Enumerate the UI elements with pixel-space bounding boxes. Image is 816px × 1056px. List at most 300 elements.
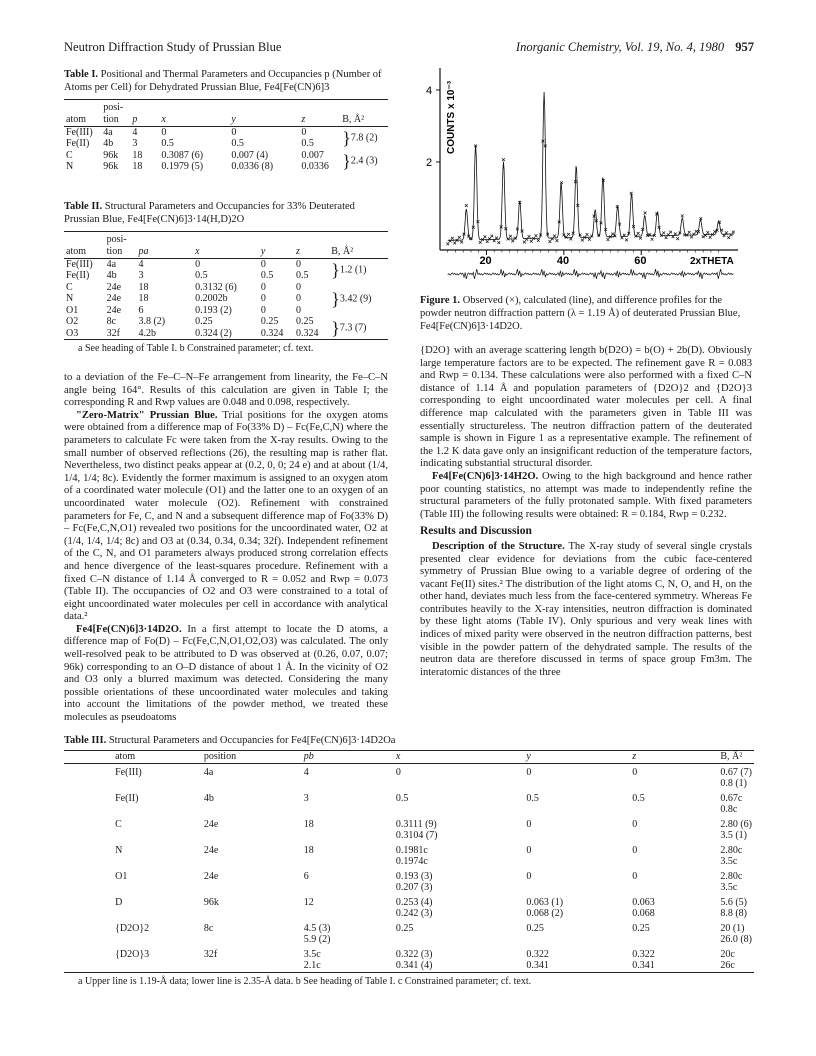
table-cell: 0.5 <box>161 138 174 149</box>
table-cell: 4.5 (3) <box>303 922 331 934</box>
paragraph <box>64 624 388 725</box>
observed-point <box>676 237 679 240</box>
b-value: 3.42 (9) <box>339 293 372 305</box>
table-row <box>64 842 754 857</box>
observed-point <box>690 236 693 239</box>
position-cell: 8c <box>203 922 214 934</box>
observed-point <box>688 231 691 234</box>
table-cell: 0.5 <box>301 138 314 149</box>
position-cell: 24e <box>203 870 219 882</box>
table-cell: 0.67 (7) <box>720 766 752 778</box>
brace-glyph: } <box>342 151 351 171</box>
figure-1-caption-text: Observed (×), calculated (line), and difference profiles for the powder neutron diffraction pattern (λ = 1.19 Å) of deuterated Prussian Blue, Fe4[Fe(CN)6]3·14D2O. <box>420 295 741 332</box>
observed-point <box>446 242 449 245</box>
table-cell: 0.007 <box>301 149 324 161</box>
table-row <box>64 908 754 920</box>
x-tick-label: 40 <box>556 255 570 267</box>
table-cell: 24e <box>106 281 122 293</box>
y-axis-label: COUNTS x 10⁻³ <box>446 80 457 154</box>
table-2-header: atom <box>66 246 86 257</box>
atom-cell <box>113 856 202 868</box>
table-cell: 4 <box>138 258 144 270</box>
table-row <box>64 778 754 790</box>
paragraph-text: Owing to the high background and hence rather poor counting statistics, no attempt was made to independently refine the structural parameters of the fully protonated sample. With fixed parameters (Table III) the following results were obtained: R = 0.184, Rwp = 0.232. <box>420 470 752 520</box>
observed-point <box>709 236 712 239</box>
table-1-header: B, Å² <box>342 114 365 125</box>
table-3-caption <box>64 734 754 747</box>
brace-glyph: } <box>342 128 351 148</box>
table-cell: 0.25 <box>195 316 213 327</box>
y-tick-label: 4 <box>426 85 433 97</box>
table-cell <box>302 882 394 894</box>
paragraph-text: In a first attempt to locate the D atoms, a difference map of Fo(D) – Fc(Fe,C,N,O1,O2,O3) was calculated. The only well-resolved peak to be attributed to D was observed at (0.26, 0.07, 0.07; 96k) corresponding to an O–D distance of about 1 Å. In the vicinity of O2 and O3 only a blurred maximum was detected. Considering the many possible orientations of these uncoordinated water molecules and taking into account the limitations of the powder method, we treated these molecules as pseudoatoms <box>64 623 388 724</box>
table-3-body <box>64 763 754 972</box>
table-cell: 0.25 <box>296 316 314 327</box>
table-1-header: x <box>161 114 166 125</box>
brace-glyph: } <box>331 288 340 309</box>
table-cell: 8c <box>106 316 117 327</box>
table-cell: 3 <box>132 138 138 149</box>
figure-1-caption <box>420 294 752 333</box>
table-cell: 0.341 <box>632 960 655 971</box>
table-cell: 0.1974c <box>395 856 428 867</box>
table-2-header: pa <box>138 246 149 257</box>
x-tick-label: 60 <box>634 255 647 267</box>
table-cell: 18 <box>303 844 314 856</box>
table-3-header: z <box>632 751 637 762</box>
table-cell: 0.068 (2) <box>526 908 564 919</box>
table-cell <box>524 934 630 946</box>
table-3-label: Table III. <box>64 735 107 746</box>
observed-point <box>644 212 647 215</box>
observed-point <box>727 236 730 239</box>
observed-point <box>669 231 672 234</box>
table-2-caption <box>64 200 388 226</box>
table-cell: 18 <box>132 149 143 161</box>
table-cell <box>302 804 394 816</box>
table-row <box>64 882 754 894</box>
observed-point <box>732 231 735 234</box>
calculated-profile-line <box>448 92 734 240</box>
table-cell: 26c <box>720 960 735 971</box>
table-cell: 0.25 <box>526 922 544 934</box>
table-cell: 0.193 (3) <box>395 870 433 882</box>
observed-point <box>458 236 461 239</box>
table-cell: 18 <box>132 161 143 172</box>
table-row <box>64 946 754 961</box>
table-cell: 0.25 <box>260 316 279 327</box>
table-cell: 0.341 <box>526 960 549 971</box>
journal-citation: Inorganic Chemistry, Vol. 19, No. 4, 1980 <box>515 40 725 54</box>
table-cell: 0 <box>526 818 532 830</box>
atom-cell <box>113 778 202 790</box>
table-cell: 4a <box>106 258 117 270</box>
table-cell: 3.5 (1) <box>720 830 747 841</box>
table-cell: 0.068 <box>632 908 655 919</box>
table-cell: 0.67c <box>720 792 743 804</box>
table-cell: 0.324 (2) <box>195 327 232 339</box>
table-cell: 0.324 <box>260 327 284 339</box>
table-cell: 0 <box>161 126 167 138</box>
table-cell: O1 <box>66 304 79 316</box>
atom-cell: O1 <box>115 870 128 882</box>
table-cell: 0 <box>395 766 401 778</box>
position-cell: 24e <box>203 844 219 856</box>
table-row <box>64 161 388 173</box>
table-2-header: posi- tion <box>106 234 127 257</box>
table-cell: 0 <box>632 818 638 830</box>
left-column-text <box>64 372 388 725</box>
table-cell: 0.063 (1) <box>526 896 564 908</box>
table-cell: 18 <box>303 818 314 830</box>
observed-point <box>639 237 642 240</box>
table-3-header: position <box>203 751 237 762</box>
observed-point <box>581 239 584 242</box>
table-cell: 0 <box>260 304 266 316</box>
atom-cell <box>113 804 202 816</box>
paragraph-text: Trial positions for the oxygen atoms were obtained from a difference map of Fo(33% D) – Fc(Fe,C,N) where the parameters to calculate Fc were taken from the X-ray results. Owing to the small number of observed reflections (26), the resulting map is rather flat. Nevertheless, two distinct peaks appear at (0.2, 0, 0; 24 e) and at about (1/4, 1/4, 1/4; 8c). Evidently the former maximum is assigned to an oxygen atom of a coordinated water molecule (O1) and the latter one to an oxygen of an uncoordinated water molecule (O2). Refinement with constrained parameters for Fe, C, and N and a subsequent difference map of Fo(33% D) – Fc(Fe,C,N,O1) revealed two positions for the uncoordinated water, O2 at (1/4, 1/4, 1/4; 8c) and O3 at (0.34, 0.34, 0.34; 32f). Independent refinement of the C, N, and O1 parameters always produced strong correlation effects and hence divergence of the least-squares procedure. Refinement with a fixed C–N distance of 1.14 Å converged to R = 0.052 and Rwp = 0.073 (Table II). The occupancies of O2 and O3 were constrained to a total of eight uncoordinated water molecules per cell in accordance with analytical data.² <box>64 409 388 623</box>
table-cell <box>394 804 525 816</box>
table-cell: 0.207 (3) <box>395 882 433 893</box>
observed-point <box>451 237 454 240</box>
b-value: 1.2 (1) <box>339 264 367 276</box>
table-cell: 4.2b <box>138 327 156 339</box>
table-2-caption-text: Structural Parameters and Occupancies for 33% Deuterated Prussian Blue, Fe4[Fe(CN)6]3·14(H,D)2O <box>64 201 355 225</box>
table-cell: 0 <box>296 304 302 316</box>
atom-cell: C <box>115 818 122 830</box>
table-1-grid <box>64 99 388 173</box>
table-cell: 0.8c <box>720 804 738 815</box>
b-value-cell <box>329 282 388 317</box>
table-cell: 0 <box>526 766 532 778</box>
observed-point <box>509 235 512 238</box>
table-2-header: z <box>296 246 300 257</box>
running-header-title: Neutron Diffraction Study of Prussian Blue <box>64 40 282 54</box>
position-cell <box>202 830 302 842</box>
table-cell: 0.322 <box>526 948 549 960</box>
page-number: 957 <box>735 40 754 54</box>
atom-cell: {D2O}3 <box>115 948 150 960</box>
atom-cell <box>113 830 202 842</box>
table-row <box>64 138 388 150</box>
table-1-header: p <box>132 114 138 125</box>
table-row <box>64 804 754 816</box>
table-cell: 3.5c <box>720 856 738 867</box>
table-cell: 4 <box>303 766 309 778</box>
observed-point <box>486 240 489 243</box>
table-cell: 4b <box>106 270 117 281</box>
table-1-body <box>64 126 388 173</box>
run-in-heading: Fe4[Fe(CN)6]3·14D2O. <box>76 623 182 635</box>
table-3-header: B, Å² <box>720 751 743 762</box>
table-cell: 96k <box>103 149 119 161</box>
b-value: 2.4 (3) <box>350 155 378 167</box>
table-cell: 0.2002b <box>195 293 228 304</box>
table-cell: 2.80c <box>720 870 743 882</box>
table-cell <box>524 882 630 894</box>
table-cell: 0.3132 (6) <box>195 281 237 293</box>
atom-cell <box>113 934 202 946</box>
table-row <box>64 282 388 294</box>
observed-point <box>479 241 482 244</box>
table-cell: 0 <box>301 126 307 138</box>
table-cell: 4b <box>103 138 114 149</box>
brace-glyph: } <box>331 317 340 338</box>
b-value-cell <box>329 316 388 340</box>
table-row <box>64 816 754 831</box>
observed-point <box>511 240 514 243</box>
right-column-text <box>420 345 752 679</box>
table-cell: 0.324 <box>296 327 319 339</box>
table-cell: 0.341 (4) <box>395 960 433 971</box>
observed-point <box>549 240 552 243</box>
table-cell <box>630 804 718 816</box>
table-cell: 3.8 (2) <box>138 316 166 327</box>
observed-point <box>528 235 531 238</box>
table-row <box>64 920 754 935</box>
table-cell: 24e <box>106 304 122 316</box>
table-cell: 0.8 (1) <box>720 778 747 789</box>
b-value-cell <box>329 258 388 282</box>
table-3-header: x <box>395 751 401 762</box>
table-cell: 32f <box>106 327 120 339</box>
running-header-journal <box>516 40 754 55</box>
table-cell: 18 <box>138 281 149 293</box>
table-cell: 24e <box>106 293 122 304</box>
brace-glyph: } <box>331 260 340 280</box>
table-cell <box>394 934 525 946</box>
table-cell <box>630 778 718 790</box>
table-cell: C <box>66 149 73 161</box>
table-row <box>64 856 754 868</box>
table-cell: 0.007 (4) <box>231 149 269 161</box>
observed-point <box>483 235 486 238</box>
position-cell <box>202 960 302 972</box>
observed-point <box>588 238 591 241</box>
table-cell <box>630 856 718 868</box>
table-3-header: pb <box>303 751 314 762</box>
table-cell <box>524 778 630 790</box>
table-cell: 0 <box>296 293 302 304</box>
table-1-caption-text: Positional and Thermal Parameters and Occupancies p (Number of Atoms per Cell) for Dehydrated Prussian Blue, Fe4[Fe(CN)6]3 <box>64 69 382 93</box>
table-cell: 26.0 (8) <box>720 934 752 945</box>
table-cell: 3 <box>303 792 309 804</box>
table-cell: 0 <box>195 258 201 270</box>
table-cell: 0.25 <box>395 922 414 934</box>
position-cell <box>202 804 302 816</box>
table-cell: 0.5 <box>526 792 539 804</box>
table-2-header: y <box>260 246 266 257</box>
table-cell: Fe(III) <box>66 258 93 270</box>
table-cell: 0.3087 (6) <box>161 149 204 161</box>
table-cell: 3.5c <box>720 882 738 893</box>
b-value: 7.8 (2) <box>350 132 378 144</box>
table-cell: 0.253 (4) <box>395 896 433 908</box>
table-cell: 0 <box>296 258 302 270</box>
run-in-heading: Fe4[Fe(CN)6]3·14H2O. <box>432 470 539 482</box>
table-cell: 0.0336 (8) <box>231 161 274 172</box>
table-3-header: y <box>526 751 531 762</box>
table-3 <box>64 734 754 987</box>
table-cell: 0.5 <box>395 792 409 804</box>
table-cell: Fe(II) <box>66 270 90 281</box>
table-cell: Fe(III) <box>66 126 93 138</box>
observed-point <box>586 233 589 236</box>
diffraction-plot <box>420 62 752 290</box>
table-cell: 0.1981c <box>395 844 428 856</box>
table-cell: C <box>66 281 73 293</box>
table-cell: 0.5 <box>632 792 645 804</box>
table-cell: 0.3111 (9) <box>395 818 437 830</box>
table-row <box>64 960 754 972</box>
atom-cell: Fe(II) <box>115 792 139 804</box>
position-cell: 32f <box>203 948 218 960</box>
table-cell: 20c <box>720 948 735 960</box>
table-cell <box>524 856 630 868</box>
table-cell: 0 <box>526 844 532 856</box>
table-cell: 0.0336 <box>301 161 329 172</box>
table-row <box>64 126 388 138</box>
table-1-caption <box>64 68 388 94</box>
table-2-grid <box>64 231 388 340</box>
x-axis-label: 2xTHETA <box>690 256 734 267</box>
table-cell: 3.5c <box>303 948 321 960</box>
table-cell: 0 <box>632 766 638 778</box>
observed-point <box>497 241 500 244</box>
observed-point <box>625 238 628 241</box>
paragraph <box>420 541 752 680</box>
table-row <box>64 150 388 162</box>
run-in-heading: Description of the Structure. <box>432 540 565 552</box>
paragraph <box>64 410 388 624</box>
table-cell: 12 <box>303 896 314 908</box>
table-cell: 0.242 (3) <box>395 908 433 919</box>
run-in-heading: "Zero-Matrix" Prussian Blue. <box>76 409 218 421</box>
b-value: 7.3 (7) <box>339 321 367 333</box>
paragraph: {D2O} with an average scattering length b(D2O) = b(O) + 2b(D). Obviously large temperature factors are to be expected. The refinement gave R = 0.083 and Rwp = 0.134. These calculations were also performed with a fixed C–N distance of 1.14 Å and population parameters of {D2O}2 and {D2O}3 corresponding to eight uncoordinated water molecules per cell. A final difference map calculated with the parameters given in Table III was essentially structureless. The neutron diffraction pattern of the deuterated sample is shown in Figure 1 as a representative example. The refinement of the 1.2 K data gave only an insignificant reduction of the temperature factors, indicating substantial structural disorder. <box>420 345 752 470</box>
table-2-header: B, Å² <box>331 246 354 257</box>
table-cell: 0.5 <box>195 270 208 281</box>
position-cell <box>202 856 302 868</box>
observed-point <box>651 238 654 241</box>
table-cell <box>524 804 630 816</box>
table-cell: 5.6 (5) <box>720 896 747 908</box>
paragraph: to a deviation of the Fe–C–N–Fe arrangement from linearity, the Fe–C–N angle being 164°. Results of this calculation are given in Table I; the corresponding R and Rwp values are 0.048 and 0.098, respectively. <box>64 372 388 409</box>
table-cell: 0.1979 (5) <box>161 161 204 172</box>
table-cell: 5.9 (2) <box>303 934 331 945</box>
observed-point <box>665 236 668 239</box>
observed-point <box>555 239 558 242</box>
observed-point <box>637 232 640 235</box>
table-row <box>64 790 754 805</box>
observed-point <box>537 239 540 242</box>
observed-point <box>530 240 533 243</box>
table-3-grid <box>64 750 754 973</box>
table-cell: 0.322 (3) <box>395 948 433 960</box>
position-cell: 96k <box>203 896 219 908</box>
observed-point <box>465 204 468 207</box>
table-cell: 0 <box>260 258 266 270</box>
table-cell <box>302 856 394 868</box>
observed-point <box>460 241 463 244</box>
table-3-footnote: a Upper line is 1.19-Å data; lower line is 2.35-Å data. b See heading of Table I. c Constrained parameter; cf. text. <box>78 975 532 987</box>
table-row <box>64 258 388 270</box>
position-cell: 24e <box>203 818 219 830</box>
paragraph-text: The X-ray study of several single crystals presented clear evidence for deviations from the cubic face-centered symmetry of Prussian Blue owing to a variable degree of ordering of the vacant Fe(II) sites.² The distribution of the light atoms C, N, O, and H, on the other hand, deviates much less from the face-centered symmetry. Whereas Fe contributes heavily to the X-ray intensities, neutron diffraction is dominated by these light atoms (Table IV). Only spurious and very weak lines with indices of mixed parity were observed in the neutron diffraction patterns, best visible in the powder pattern of the dehydrated sample. The results of the neutron data are therefore discussed in terms of space group Fm3m. The interatomic distances of the three <box>420 540 752 678</box>
table-row <box>64 934 754 946</box>
table-2 <box>64 200 388 354</box>
table-2-footnote: a See heading of Table I. b Constrained parameter; cf. text. <box>78 343 314 354</box>
table-cell: 0.5 <box>296 270 309 281</box>
table-1-header: z <box>301 114 306 125</box>
observed-point <box>553 235 556 238</box>
figure-1 <box>420 62 752 290</box>
difference-profile-line <box>448 269 734 279</box>
table-cell: 4 <box>132 126 138 138</box>
table-cell: 0 <box>526 870 532 882</box>
table-3-header: atom <box>115 751 136 762</box>
table-row <box>64 830 754 842</box>
table-cell: 8.8 (8) <box>720 908 747 919</box>
table-cell: 4a <box>103 126 113 138</box>
atom-cell: N <box>115 844 123 856</box>
table-1-label: Table I. <box>64 69 99 80</box>
table-cell: 2.1c <box>303 960 321 971</box>
table-1-header: y <box>231 114 236 125</box>
table-cell <box>302 778 394 790</box>
table-row <box>64 763 754 778</box>
table-cell: 20 (1) <box>720 922 745 934</box>
b-value-cell <box>340 126 388 150</box>
observed-point <box>535 234 538 237</box>
table-cell: 18 <box>138 293 149 304</box>
y-tick-label: 2 <box>426 157 433 169</box>
table-cell <box>630 934 718 946</box>
table-cell <box>630 882 718 894</box>
observed-point <box>490 235 493 238</box>
table-cell: 0 <box>296 281 302 293</box>
position-cell: 4a <box>203 766 214 778</box>
atom-cell: Fe(III) <box>115 766 142 778</box>
atom-cell: {D2O}2 <box>115 922 150 934</box>
table-cell: 0.5 <box>231 138 244 149</box>
table-cell: 96k <box>103 161 119 172</box>
table-cell: 3 <box>138 270 144 281</box>
table-cell: 0.063 <box>632 896 655 908</box>
observed-point <box>523 241 526 244</box>
table-cell: 2.80c <box>720 844 743 856</box>
table-2-body <box>64 258 388 340</box>
atom-cell: D <box>115 896 123 908</box>
table-cell <box>302 830 394 842</box>
figure-1-label: Figure 1. <box>420 295 461 306</box>
atom-cell <box>113 882 202 894</box>
table-cell: O3 <box>66 327 79 339</box>
table-row <box>64 316 388 328</box>
table-cell: 0.322 <box>632 948 655 960</box>
table-3-caption-text: Structural Parameters and Occupancies for Fe4[Fe(CN)6]3·14D2Oa <box>108 735 396 746</box>
table-cell: 0.25 <box>632 922 650 934</box>
table-row <box>64 894 754 909</box>
position-cell <box>202 908 302 920</box>
table-cell: 6 <box>303 870 309 882</box>
table-1-header: posi- tion <box>103 102 124 125</box>
table-2-label: Table II. <box>64 201 103 212</box>
position-cell: 4b <box>203 792 214 804</box>
section-heading: Results and Discussion <box>420 525 532 538</box>
table-cell: O2 <box>66 316 79 327</box>
table-cell: N <box>66 293 74 304</box>
